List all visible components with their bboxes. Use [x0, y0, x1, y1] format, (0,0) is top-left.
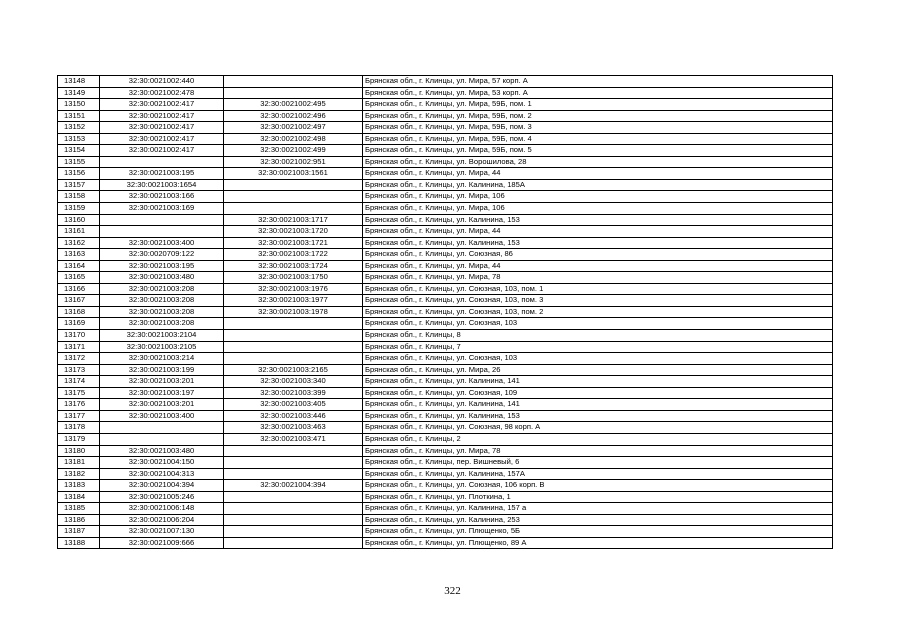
cadastral-number-cell: 32:30:0021002:478	[100, 87, 224, 99]
table-body	[58, 76, 833, 549]
row-number-cell: 13175	[58, 387, 100, 399]
row-number-cell: 13148	[58, 76, 100, 88]
object-cadastral-number-cell	[224, 87, 363, 99]
cadastral-number-cell: 32:30:0021002:417	[100, 145, 224, 157]
cadastral-number-cell: 32:30:0021002:417	[100, 110, 224, 122]
table-row	[58, 145, 833, 157]
cadastral-number-cell: 32:30:0021003:208	[100, 283, 224, 295]
object-cadastral-number-cell: 32:30:0021003:1977	[224, 295, 363, 307]
row-number-cell: 13182	[58, 468, 100, 480]
cadastral-number-cell: 32:30:0021003:1654	[100, 179, 224, 191]
table-row	[58, 168, 833, 180]
cadastral-number-cell: 32:30:0021004:394	[100, 480, 224, 492]
cadastral-number-cell: 32:30:0021003:400	[100, 410, 224, 422]
table-row	[58, 237, 833, 249]
address-cell: Брянская обл., г. Клинцы, 8	[363, 330, 833, 342]
object-cadastral-number-cell	[224, 318, 363, 330]
cadastral-number-cell: 32:30:0021003:480	[100, 272, 224, 284]
table-row	[58, 445, 833, 457]
table-row	[58, 214, 833, 226]
cadastral-number-cell: 32:30:0021003:208	[100, 306, 224, 318]
row-number-cell: 13181	[58, 457, 100, 469]
row-number-cell: 13179	[58, 433, 100, 445]
cadastral-number-cell: 32:30:0021003:2104	[100, 330, 224, 342]
table-row	[58, 87, 833, 99]
object-cadastral-number-cell	[224, 76, 363, 88]
table-row	[58, 156, 833, 168]
table-row	[58, 110, 833, 122]
table-row	[58, 306, 833, 318]
object-cadastral-number-cell: 32:30:0021002:497	[224, 122, 363, 134]
row-number-cell: 13166	[58, 283, 100, 295]
table-row	[58, 318, 833, 330]
row-number-cell: 13177	[58, 410, 100, 422]
object-cadastral-number-cell: 32:30:0021003:1721	[224, 237, 363, 249]
row-number-cell: 13155	[58, 156, 100, 168]
address-cell: Брянская обл., г. Клинцы, ул. Союзная, 86	[363, 249, 833, 261]
object-cadastral-number-cell	[224, 341, 363, 353]
row-number-cell: 13188	[58, 537, 100, 549]
address-cell: Брянская обл., г. Клинцы, ул. Мира, 59Б, пом. 5	[363, 145, 833, 157]
table-row	[58, 99, 833, 111]
row-number-cell: 13157	[58, 179, 100, 191]
row-number-cell: 13172	[58, 353, 100, 365]
cadastral-number-cell: 32:30:0021004:150	[100, 457, 224, 469]
cadastral-number-cell: 32:30:0021005:246	[100, 491, 224, 503]
address-cell: Брянская обл., г. Клинцы, ул. Союзная, 103, пом. 2	[363, 306, 833, 318]
table-row	[58, 179, 833, 191]
row-number-cell: 13156	[58, 168, 100, 180]
cadastral-number-cell: 32:30:0021003:197	[100, 387, 224, 399]
address-cell: Брянская обл., г. Клинцы, 7	[363, 341, 833, 353]
object-cadastral-number-cell	[224, 457, 363, 469]
address-cell: Брянская обл., г. Клинцы, ул. Мира, 53 корп. А	[363, 87, 833, 99]
table-row	[58, 364, 833, 376]
object-cadastral-number-cell: 32:30:0021003:399	[224, 387, 363, 399]
row-number-cell: 13178	[58, 422, 100, 434]
row-number-cell: 13185	[58, 503, 100, 515]
object-cadastral-number-cell: 32:30:0021003:1722	[224, 249, 363, 261]
table-row	[58, 353, 833, 365]
object-cadastral-number-cell: 32:30:0021003:1978	[224, 306, 363, 318]
address-cell: Брянская обл., г. Клинцы, ул. Союзная, 103	[363, 353, 833, 365]
address-cell: Брянская обл., г. Клинцы, ул. Мира, 106	[363, 203, 833, 215]
cadastral-number-cell: 32:30:0021003:169	[100, 203, 224, 215]
address-cell: Брянская обл., г. Клинцы, ул. Калинина, 185А	[363, 179, 833, 191]
cadastral-number-cell: 32:30:0021003:201	[100, 376, 224, 388]
address-cell: Брянская обл., г. Клинцы, ул. Калинина, 153	[363, 410, 833, 422]
cadastral-number-cell: 32:30:0021003:195	[100, 260, 224, 272]
address-cell: Брянская обл., г. Клинцы, ул. Мира, 59Б, пом. 1	[363, 99, 833, 111]
table-row	[58, 422, 833, 434]
table-row	[58, 491, 833, 503]
cadastral-number-cell: 32:30:0021002:417	[100, 133, 224, 145]
table-row	[58, 191, 833, 203]
address-cell: Брянская обл., г. Клинцы, ул. Калинина, 153	[363, 214, 833, 226]
cadastral-number-cell: 32:30:0021002:417	[100, 122, 224, 134]
row-number-cell: 13168	[58, 306, 100, 318]
address-cell: Брянская обл., г. Клинцы, ул. Калинина, 141	[363, 399, 833, 411]
object-cadastral-number-cell: 32:30:0021003:1717	[224, 214, 363, 226]
table-row	[58, 295, 833, 307]
table-row	[58, 399, 833, 411]
address-cell: Брянская обл., г. Клинцы, ул. Мира, 44	[363, 168, 833, 180]
page-number: 322	[444, 585, 461, 597]
row-number-cell: 13183	[58, 480, 100, 492]
row-number-cell: 13173	[58, 364, 100, 376]
table-row	[58, 330, 833, 342]
object-cadastral-number-cell: 32:30:0021003:1976	[224, 283, 363, 295]
row-number-cell: 13153	[58, 133, 100, 145]
row-number-cell: 13165	[58, 272, 100, 284]
table-row	[58, 341, 833, 353]
table-row	[58, 457, 833, 469]
cadastral-number-cell	[100, 214, 224, 226]
cadastral-number-cell: 32:30:0021003:400	[100, 237, 224, 249]
row-number-cell: 13186	[58, 514, 100, 526]
address-cell: Брянская обл., г. Клинцы, ул. Мира, 59Б, пом. 3	[363, 122, 833, 134]
row-number-cell: 13154	[58, 145, 100, 157]
address-cell: Брянская обл., г. Клинцы, ул. Союзная, 109	[363, 387, 833, 399]
row-number-cell: 13163	[58, 249, 100, 261]
cadastral-number-cell: 32:30:0021003:208	[100, 318, 224, 330]
row-number-cell: 13167	[58, 295, 100, 307]
object-cadastral-number-cell: 32:30:0021002:496	[224, 110, 363, 122]
address-cell: Брянская обл., г. Клинцы, ул. Калинина, 253	[363, 514, 833, 526]
table-row	[58, 537, 833, 549]
object-cadastral-number-cell	[224, 514, 363, 526]
object-cadastral-number-cell: 32:30:0021003:340	[224, 376, 363, 388]
cadastral-number-cell	[100, 156, 224, 168]
cadastral-number-cell: 32:30:0021003:2105	[100, 341, 224, 353]
cadastral-number-cell: 32:30:0021003:208	[100, 295, 224, 307]
address-cell: Брянская обл., г. Клинцы, ул. Плющенко, 5Б	[363, 526, 833, 538]
row-number-cell: 13161	[58, 226, 100, 238]
row-number-cell: 13162	[58, 237, 100, 249]
table-row	[58, 203, 833, 215]
object-cadastral-number-cell: 32:30:0021003:1750	[224, 272, 363, 284]
object-cadastral-number-cell	[224, 445, 363, 457]
address-cell: Брянская обл., г. Клинцы, ул. Мира, 59Б, пом. 4	[363, 133, 833, 145]
row-number-cell: 13174	[58, 376, 100, 388]
table-row	[58, 376, 833, 388]
row-number-cell: 13160	[58, 214, 100, 226]
table-row	[58, 272, 833, 284]
cadastral-number-cell: 32:30:0020709:122	[100, 249, 224, 261]
object-cadastral-number-cell: 32:30:0021003:471	[224, 433, 363, 445]
object-cadastral-number-cell	[224, 330, 363, 342]
address-cell: Брянская обл., г. Клинцы, ул. Мира, 26	[363, 364, 833, 376]
row-number-cell: 13176	[58, 399, 100, 411]
object-cadastral-number-cell: 32:30:0021004:394	[224, 480, 363, 492]
object-cadastral-number-cell: 32:30:0021003:1724	[224, 260, 363, 272]
address-cell: Брянская обл., г. Клинцы, ул. Мира, 57 корп. А	[363, 76, 833, 88]
row-number-cell: 13158	[58, 191, 100, 203]
address-cell: Брянская обл., г. Клинцы, ул. Плющенко, 89 А	[363, 537, 833, 549]
address-cell: Брянская обл., г. Клинцы, ул. Союзная, 103, пом. 1	[363, 283, 833, 295]
cadastral-number-cell: 32:30:0021006:148	[100, 503, 224, 515]
address-cell: Брянская обл., г. Клинцы, ул. Калинина, 153	[363, 237, 833, 249]
table-row	[58, 387, 833, 399]
object-cadastral-number-cell	[224, 191, 363, 203]
address-cell: Брянская обл., г. Клинцы, ул. Мира, 78	[363, 445, 833, 457]
object-cadastral-number-cell	[224, 526, 363, 538]
row-number-cell: 13180	[58, 445, 100, 457]
object-cadastral-number-cell	[224, 503, 363, 515]
object-cadastral-number-cell	[224, 179, 363, 191]
table-row	[58, 410, 833, 422]
table-row	[58, 249, 833, 261]
address-cell: Брянская обл., г. Клинцы, ул. Союзная, 106 корп. В	[363, 480, 833, 492]
object-cadastral-number-cell: 32:30:0021002:951	[224, 156, 363, 168]
object-cadastral-number-cell: 32:30:0021003:1561	[224, 168, 363, 180]
cadastral-number-cell: 32:30:0021003:199	[100, 364, 224, 376]
row-number-cell: 13187	[58, 526, 100, 538]
address-cell: Брянская обл., г. Клинцы, ул. Плоткина, 1	[363, 491, 833, 503]
table-row	[58, 514, 833, 526]
cadastral-number-cell: 32:30:0021003:480	[100, 445, 224, 457]
address-cell: Брянская обл., г. Клинцы, ул. Ворошилова, 28	[363, 156, 833, 168]
object-cadastral-number-cell: 32:30:0021003:463	[224, 422, 363, 434]
cadastral-number-cell: 32:30:0021003:166	[100, 191, 224, 203]
object-cadastral-number-cell	[224, 468, 363, 480]
address-cell: Брянская обл., г. Клинцы, 2	[363, 433, 833, 445]
row-number-cell: 13184	[58, 491, 100, 503]
cadastral-number-cell: 32:30:0021009:666	[100, 537, 224, 549]
object-cadastral-number-cell: 32:30:0021003:1720	[224, 226, 363, 238]
address-cell: Брянская обл., г. Клинцы, ул. Мира, 106	[363, 191, 833, 203]
row-number-cell: 13171	[58, 341, 100, 353]
object-cadastral-number-cell	[224, 353, 363, 365]
row-number-cell: 13169	[58, 318, 100, 330]
address-cell: Брянская обл., г. Клинцы, ул. Мира, 59Б, пом. 2	[363, 110, 833, 122]
object-cadastral-number-cell	[224, 491, 363, 503]
object-cadastral-number-cell: 32:30:0021002:495	[224, 99, 363, 111]
cadastral-number-cell: 32:30:0021003:214	[100, 353, 224, 365]
row-number-cell: 13164	[58, 260, 100, 272]
table-row	[58, 226, 833, 238]
document-sheet	[57, 75, 833, 549]
cadastral-number-cell: 32:30:0021002:417	[100, 99, 224, 111]
object-cadastral-number-cell: 32:30:0021003:2165	[224, 364, 363, 376]
address-cell: Брянская обл., г. Клинцы, ул. Калинина, 157А	[363, 468, 833, 480]
address-cell: Брянская обл., г. Клинцы, ул. Союзная, 103	[363, 318, 833, 330]
cadastral-number-cell: 32:30:0021007:130	[100, 526, 224, 538]
row-number-cell: 13149	[58, 87, 100, 99]
address-cell: Брянская обл., г. Клинцы, ул. Мира, 44	[363, 226, 833, 238]
address-cell: Брянская обл., г. Клинцы, ул. Союзная, 103, пом. 3	[363, 295, 833, 307]
address-cell: Брянская обл., г. Клинцы, ул. Мира, 78	[363, 272, 833, 284]
row-number-cell: 13152	[58, 122, 100, 134]
table-row	[58, 260, 833, 272]
cadastral-number-cell	[100, 226, 224, 238]
object-cadastral-number-cell: 32:30:0021002:498	[224, 133, 363, 145]
object-cadastral-number-cell	[224, 537, 363, 549]
address-cell: Брянская обл., г. Клинцы, ул. Мира, 44	[363, 260, 833, 272]
cadastral-number-cell: 32:30:0021003:201	[100, 399, 224, 411]
row-number-cell: 13150	[58, 99, 100, 111]
cadastral-number-cell: 32:30:0021002:440	[100, 76, 224, 88]
address-cell: Брянская обл., г. Клинцы, ул. Калинина, 141	[363, 376, 833, 388]
table-row	[58, 468, 833, 480]
object-cadastral-number-cell: 32:30:0021002:499	[224, 145, 363, 157]
cadastral-number-cell	[100, 422, 224, 434]
cadastral-number-cell: 32:30:0021006:204	[100, 514, 224, 526]
object-cadastral-number-cell	[224, 203, 363, 215]
table-row	[58, 122, 833, 134]
object-cadastral-number-cell: 32:30:0021003:446	[224, 410, 363, 422]
table-row	[58, 433, 833, 445]
address-cell: Брянская обл., г. Клинцы, пер. Вишневый, 6	[363, 457, 833, 469]
table-row	[58, 133, 833, 145]
row-number-cell: 13159	[58, 203, 100, 215]
cadastral-number-cell	[100, 433, 224, 445]
address-cell: Брянская обл., г. Клинцы, ул. Союзная, 98 корп. А	[363, 422, 833, 434]
object-cadastral-number-cell: 32:30:0021003:405	[224, 399, 363, 411]
table-row	[58, 526, 833, 538]
table-row	[58, 503, 833, 515]
cadastral-table	[57, 75, 833, 549]
cadastral-number-cell: 32:30:0021003:195	[100, 168, 224, 180]
table-row	[58, 480, 833, 492]
table-row	[58, 76, 833, 88]
address-cell: Брянская обл., г. Клинцы, ул. Калинина, 157 а	[363, 503, 833, 515]
row-number-cell: 13151	[58, 110, 100, 122]
table-row	[58, 283, 833, 295]
row-number-cell: 13170	[58, 330, 100, 342]
cadastral-number-cell: 32:30:0021004:313	[100, 468, 224, 480]
